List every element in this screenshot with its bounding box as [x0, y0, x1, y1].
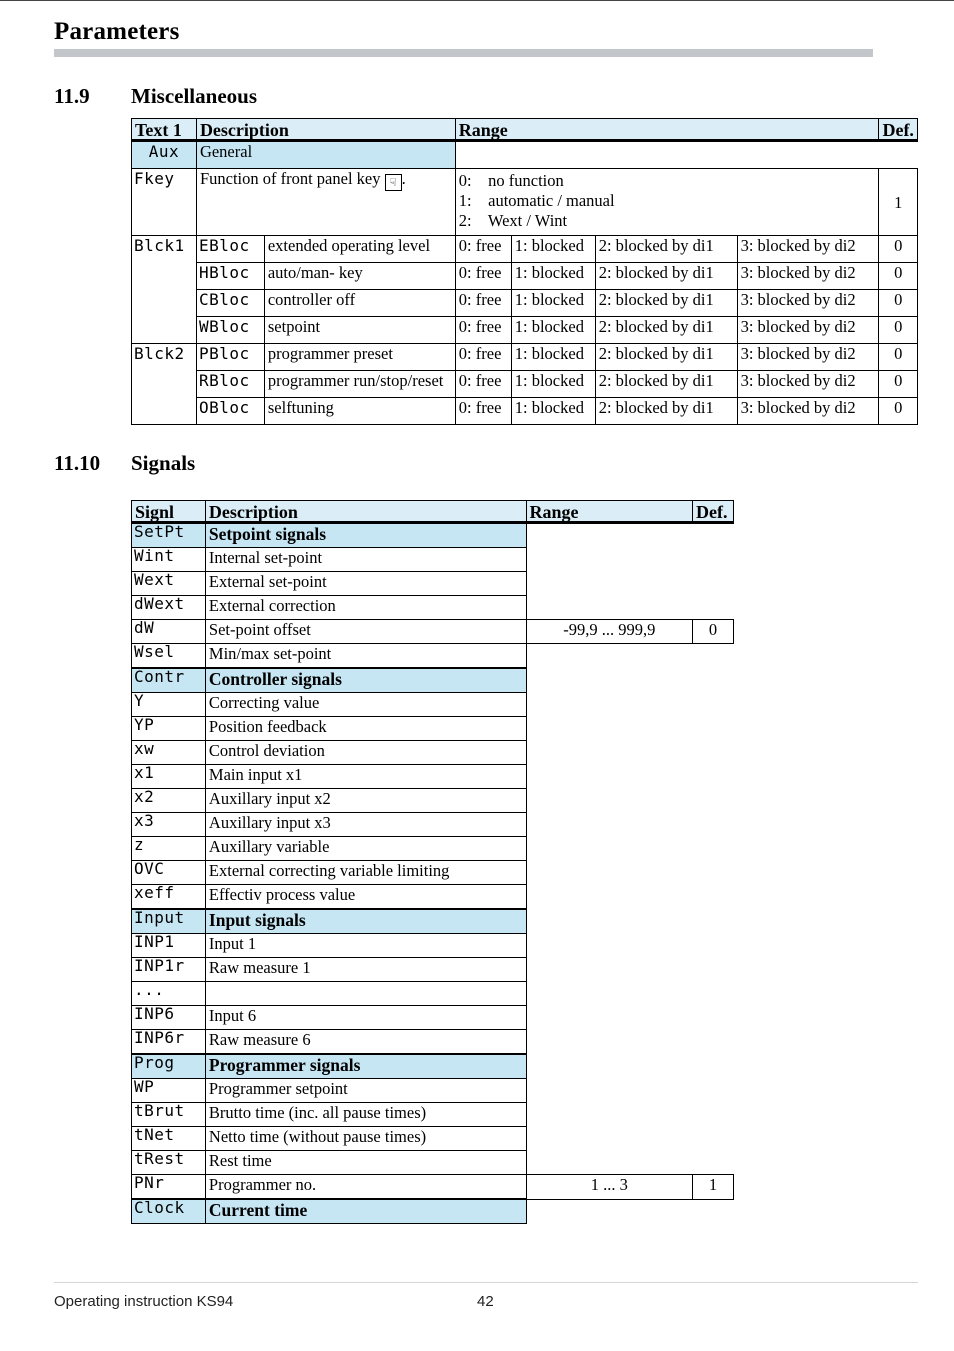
range-option: 1: blocked	[511, 371, 595, 398]
empty-cell	[526, 958, 692, 982]
range-option: 0: free	[455, 398, 511, 425]
signal-row	[132, 596, 734, 620]
block-group-code: Blck2	[132, 344, 197, 371]
signal-code: WP	[132, 1079, 206, 1103]
signal-description: Raw measure 6	[205, 1030, 526, 1055]
param-description: auto/man- key	[264, 263, 455, 290]
signal-description: Programmer signals	[205, 1054, 526, 1079]
signal-row	[132, 1006, 734, 1030]
param-code: WBloc	[196, 317, 264, 344]
signal-description: Auxillary input x2	[205, 789, 526, 813]
empty-cell	[526, 668, 692, 693]
page-title: Parameters	[54, 18, 180, 45]
param-code: Fkey	[132, 169, 197, 236]
empty-cell	[526, 789, 692, 813]
table-row	[132, 344, 918, 371]
signal-range: -99,9 ... 999,9	[526, 620, 692, 644]
empty-cell	[526, 596, 692, 620]
block-group-code	[132, 398, 197, 425]
signal-code: tRest	[132, 1151, 206, 1175]
param-code: OBloc	[196, 398, 264, 425]
block-group-code	[132, 317, 197, 344]
range-option: 2: blocked by di1	[595, 236, 737, 263]
empty-cell	[526, 1103, 692, 1127]
misc-table	[131, 118, 918, 425]
table-row	[132, 317, 918, 344]
signal-row	[132, 958, 734, 982]
empty-cell	[693, 668, 734, 693]
table-row	[132, 371, 918, 398]
empty-cell	[693, 572, 734, 596]
param-code: RBloc	[196, 371, 264, 398]
col-header-range: Range	[526, 501, 692, 523]
signal-code: Input	[132, 909, 206, 934]
section-number: 11.9	[54, 84, 90, 108]
signal-description: Position feedback	[205, 717, 526, 741]
empty-cell	[526, 693, 692, 717]
signal-row	[132, 1175, 734, 1200]
range-option: 1: blocked	[511, 344, 595, 371]
range-option: 3: blocked by di2	[737, 371, 879, 398]
signal-description: Internal set-point	[205, 548, 526, 572]
signal-group-row	[132, 1054, 734, 1079]
signal-row	[132, 837, 734, 861]
signal-code: x2	[132, 789, 206, 813]
param-code: EBloc	[196, 236, 264, 263]
signal-code: INP1	[132, 934, 206, 958]
col-header-signl: Signl	[132, 501, 206, 523]
range-option: 3: blocked by di2	[737, 317, 879, 344]
footer-doc-title: Operating instruction KS94	[54, 1293, 234, 1310]
signal-code: Wsel	[132, 644, 206, 669]
range-option: 3: blocked by di2	[737, 290, 879, 317]
empty-cell	[526, 1199, 692, 1224]
col-header-description: Description	[196, 119, 455, 141]
signal-row	[132, 861, 734, 885]
range-option: 3: blocked by di2	[737, 263, 879, 290]
signal-description: Auxillary input x3	[205, 813, 526, 837]
empty-cell	[526, 861, 692, 885]
signal-description: Controller signals	[205, 668, 526, 693]
signal-description: Programmer setpoint	[205, 1079, 526, 1103]
table-row	[132, 263, 918, 290]
section-heading-signals	[54, 451, 195, 476]
range-option: 3: blocked by di2	[737, 236, 879, 263]
col-header-text1: Text 1	[132, 119, 197, 141]
range-option: 0: free	[455, 290, 511, 317]
param-description: controller off	[264, 290, 455, 317]
signal-description: Raw measure 1	[205, 958, 526, 982]
empty-cell	[526, 982, 692, 1006]
signal-code: Clock	[132, 1199, 206, 1224]
empty-cell	[693, 523, 734, 548]
empty-cell	[526, 885, 692, 910]
empty-cell	[693, 1006, 734, 1030]
empty-cell	[526, 934, 692, 958]
signal-description: External set-point	[205, 572, 526, 596]
empty-cell	[693, 1030, 734, 1055]
signal-row	[132, 1151, 734, 1175]
signal-code: dWext	[132, 596, 206, 620]
table-row	[132, 398, 918, 425]
empty-cell	[526, 717, 692, 741]
empty-cell	[693, 1079, 734, 1103]
signal-description: Brutto time (inc. all pause times)	[205, 1103, 526, 1127]
col-header-def: Def.	[693, 501, 734, 523]
signals-header-row	[132, 501, 734, 523]
empty-cell	[693, 909, 734, 934]
signal-group-row	[132, 1199, 734, 1224]
param-default: 0	[879, 371, 918, 398]
signal-default: 1	[693, 1175, 734, 1200]
empty-cell	[693, 837, 734, 861]
signal-description: Rest time	[205, 1151, 526, 1175]
signal-code: Wint	[132, 548, 206, 572]
range-option: 0: free	[455, 371, 511, 398]
signal-code: Contr	[132, 668, 206, 693]
empty-cell	[693, 1103, 734, 1127]
range-option: 0: free	[455, 263, 511, 290]
signal-row	[132, 789, 734, 813]
param-default: 0	[879, 398, 918, 425]
signal-row	[132, 982, 734, 1006]
empty-cell	[526, 1006, 692, 1030]
empty-cell	[526, 1079, 692, 1103]
signal-description: Main input x1	[205, 765, 526, 789]
range-option: 2: blocked by di1	[595, 371, 737, 398]
signal-code: dW	[132, 620, 206, 644]
empty-cell	[693, 1054, 734, 1079]
signal-group-row	[132, 668, 734, 693]
param-code: PBloc	[196, 344, 264, 371]
signal-row	[132, 1079, 734, 1103]
range-option: 3: blocked by di2	[737, 398, 879, 425]
empty-cell	[693, 934, 734, 958]
signal-description: Set-point offset	[205, 620, 526, 644]
signal-group-row	[132, 523, 734, 548]
empty-cell	[693, 958, 734, 982]
signal-row	[132, 572, 734, 596]
param-default: 0	[879, 344, 918, 371]
param-code: HBloc	[196, 263, 264, 290]
range-option: 3: blocked by di2	[737, 344, 879, 371]
signal-row	[132, 548, 734, 572]
param-default: 0	[879, 317, 918, 344]
section-heading-misc	[54, 84, 257, 109]
empty-cell	[693, 596, 734, 620]
col-header-def: Def.	[879, 119, 918, 141]
misc-header-row	[132, 119, 918, 141]
param-default: 0	[879, 236, 918, 263]
param-code: CBloc	[196, 290, 264, 317]
group-code: Aux	[132, 141, 197, 169]
signal-code: Wext	[132, 572, 206, 596]
empty-cell	[693, 1199, 734, 1224]
empty-cell	[526, 909, 692, 934]
empty-cell	[693, 717, 734, 741]
empty-cell	[693, 813, 734, 837]
section-title: Miscellaneous	[131, 84, 257, 108]
signal-code: PNr	[132, 1175, 206, 1200]
param-description: setpoint	[264, 317, 455, 344]
signal-description	[205, 982, 526, 1006]
empty-cell	[693, 548, 734, 572]
section-number: 11.10	[54, 451, 101, 475]
param-default: 1	[879, 169, 918, 236]
range-option: 0: free	[455, 344, 511, 371]
signal-description: Control deviation	[205, 741, 526, 765]
empty-cell	[526, 548, 692, 572]
signal-row	[132, 644, 734, 669]
empty-cell	[693, 861, 734, 885]
signal-code: tNet	[132, 1127, 206, 1151]
empty-cell	[526, 572, 692, 596]
param-description: selftuning	[264, 398, 455, 425]
section-title: Signals	[131, 451, 196, 475]
signal-group-row	[132, 909, 734, 934]
signal-default: 0	[693, 620, 734, 644]
empty-cell	[693, 644, 734, 669]
signal-row	[132, 813, 734, 837]
signal-code: xw	[132, 741, 206, 765]
col-header-description: Description	[205, 501, 526, 523]
empty-cell	[526, 1054, 692, 1079]
range-option: 1: blocked	[511, 398, 595, 425]
signal-description: Input 1	[205, 934, 526, 958]
signal-code: x1	[132, 765, 206, 789]
range-option: 1: blocked	[511, 317, 595, 344]
empty-cell	[693, 765, 734, 789]
signal-code: SetPt	[132, 523, 206, 548]
signal-code: Y	[132, 693, 206, 717]
footer-rule	[54, 1282, 918, 1283]
empty-cell	[526, 1151, 692, 1175]
signal-description: Programmer no.	[205, 1175, 526, 1200]
signal-description: Input signals	[205, 909, 526, 934]
param-default: 0	[879, 290, 918, 317]
signal-code: INP1r	[132, 958, 206, 982]
empty-cell	[693, 982, 734, 1006]
range-option: 1: blocked	[511, 290, 595, 317]
param-default: 0	[879, 263, 918, 290]
hand-key-icon: ☟	[385, 174, 402, 191]
empty-cell	[526, 1030, 692, 1055]
signal-code: INP6	[132, 1006, 206, 1030]
signal-code: z	[132, 837, 206, 861]
page-number: 42	[477, 1293, 494, 1310]
signal-code: xeff	[132, 885, 206, 910]
empty-cell	[693, 693, 734, 717]
range-option: 0: free	[455, 236, 511, 263]
param-description: programmer preset	[264, 344, 455, 371]
col-header-range: Range	[455, 119, 879, 141]
empty-cell	[693, 1151, 734, 1175]
empty-cell	[693, 885, 734, 910]
signal-description: External correction	[205, 596, 526, 620]
signals-table	[131, 500, 734, 1224]
empty-cell	[526, 765, 692, 789]
signal-row	[132, 620, 734, 644]
signal-code: YP	[132, 717, 206, 741]
signal-description: Correcting value	[205, 693, 526, 717]
empty-cell	[693, 789, 734, 813]
range-option: 2: blocked by di1	[595, 398, 737, 425]
signal-description: Auxillary variable	[205, 837, 526, 861]
signal-code: OVC	[132, 861, 206, 885]
signal-row	[132, 1103, 734, 1127]
empty-cell	[526, 644, 692, 669]
top-rule	[0, 0, 954, 1]
signal-code: INP6r	[132, 1030, 206, 1055]
signal-code: tBrut	[132, 1103, 206, 1127]
block-group-code	[132, 371, 197, 398]
signal-row	[132, 934, 734, 958]
block-group-code	[132, 263, 197, 290]
title-underline-bar	[54, 49, 873, 57]
range-option: 2: blocked by di1	[595, 263, 737, 290]
range-option: 2: blocked by di1	[595, 344, 737, 371]
empty-cell	[526, 523, 692, 548]
signal-code: x3	[132, 813, 206, 837]
signal-row	[132, 693, 734, 717]
empty-cell	[526, 741, 692, 765]
range-option: 2: blocked by di1	[595, 317, 737, 344]
range-option: 1: blocked	[511, 263, 595, 290]
signal-description: Min/max set-point	[205, 644, 526, 669]
block-group-code: Blck1	[132, 236, 197, 263]
param-description: Function of front panel key ☟ .	[196, 169, 455, 236]
fkey-row	[132, 169, 918, 236]
range-option: 0: free	[455, 317, 511, 344]
signal-description: Input 6	[205, 1006, 526, 1030]
signal-range: 1 ... 3	[526, 1175, 692, 1200]
table-row	[132, 236, 918, 263]
signal-row	[132, 1030, 734, 1055]
param-description: programmer run/stop/reset	[264, 371, 455, 398]
signal-description: Current time	[205, 1199, 526, 1224]
signal-description: External correcting variable limiting	[205, 861, 526, 885]
range-option: 1: blocked	[511, 236, 595, 263]
signal-row	[132, 717, 734, 741]
range-option: 2: blocked by di1	[595, 290, 737, 317]
table-row	[132, 290, 918, 317]
signal-row	[132, 741, 734, 765]
signal-description: Setpoint signals	[205, 523, 526, 548]
group-row-aux	[132, 141, 918, 169]
signal-code: Prog	[132, 1054, 206, 1079]
empty-cell	[526, 837, 692, 861]
block-group-code	[132, 290, 197, 317]
empty-cell	[693, 1127, 734, 1151]
signal-description: Effectiv process value	[205, 885, 526, 910]
signal-description: Netto time (without pause times)	[205, 1127, 526, 1151]
param-range: 0: no function 1: automatic / manual 2: Wext / Wint	[455, 169, 879, 236]
empty-cell	[526, 1127, 692, 1151]
signal-row	[132, 885, 734, 910]
group-label: General	[196, 141, 455, 169]
param-description: extended operating level	[264, 236, 455, 263]
signal-row	[132, 765, 734, 789]
empty-cell	[526, 813, 692, 837]
empty-cell	[693, 741, 734, 765]
signal-row	[132, 1127, 734, 1151]
signal-code: ...	[132, 982, 206, 1006]
